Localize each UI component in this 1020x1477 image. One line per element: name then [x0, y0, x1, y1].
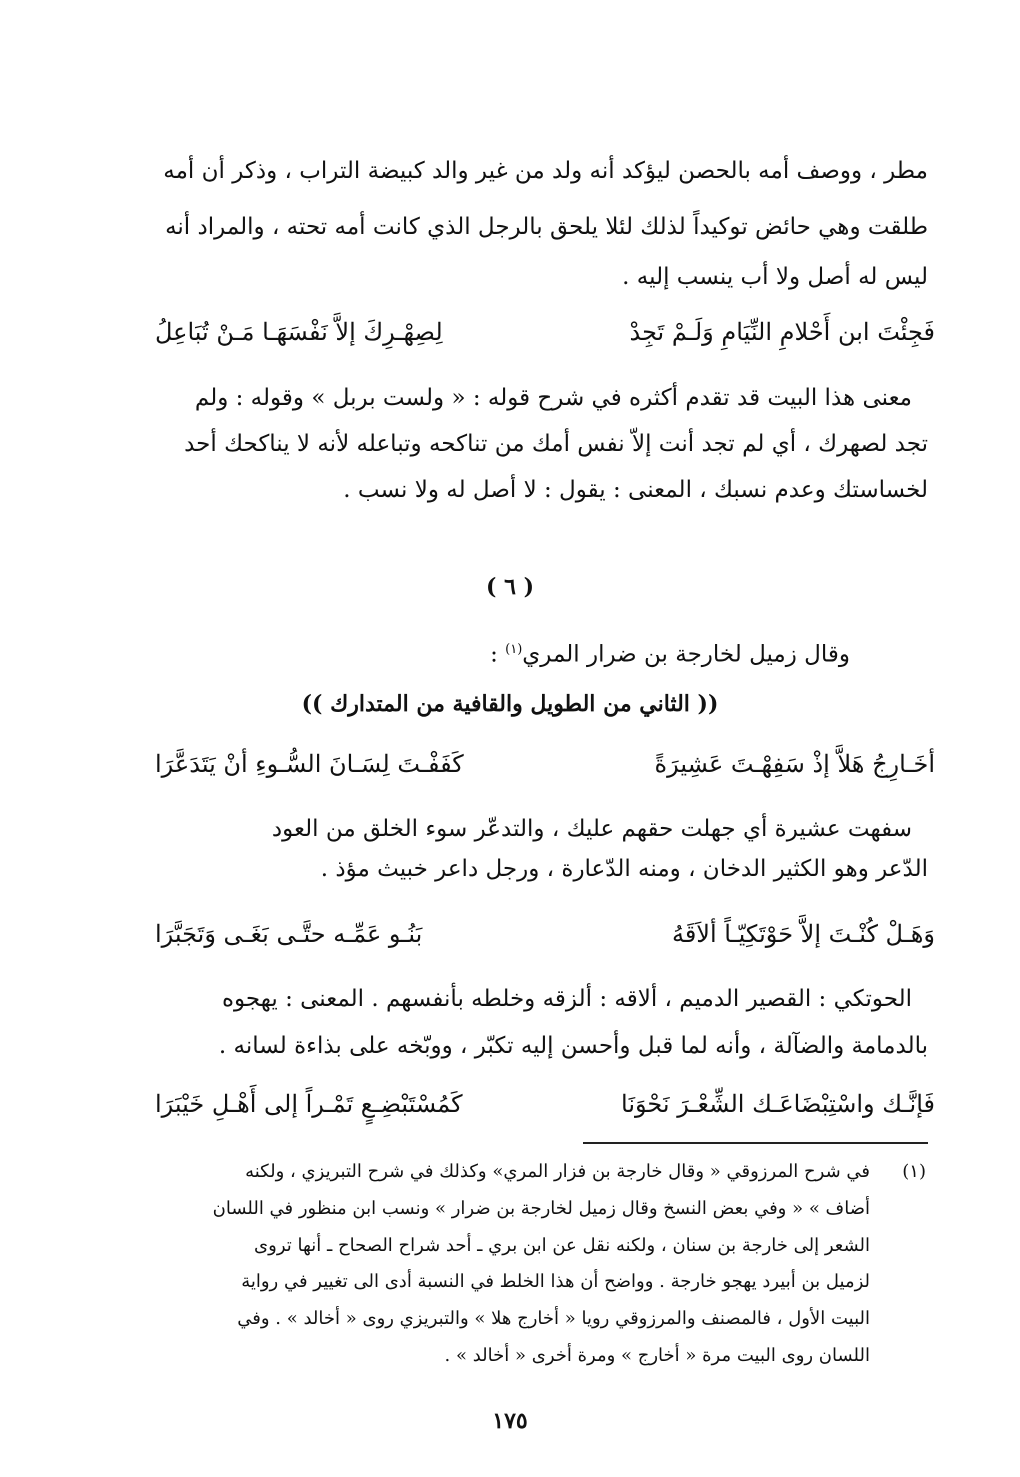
verse-line: [155, 1085, 935, 1125]
commentary-line: لخساستك وعدم نسبك ، المعنى : يقول : لا أصل له ولا نسب .: [343, 477, 928, 503]
footnote-line: البيت الأول ، فالمصنف والمرزوقي رويا « أخارج هلا » والتبريزي روى « أخالد » . وفي: [237, 1308, 870, 1329]
verse-first-hemistich: وَهَـلْ كُنْـتَ إلاَّ حَوْتَكِيّـاً ألاَقَهُ: [671, 920, 935, 948]
verse-line: [155, 313, 935, 353]
verse-first-hemistich: فَجِئْتَ ابن أَحْلامِ النِّيَامِ وَلَـمْ تَجِدْ: [629, 318, 935, 346]
footnote-line: أضاف » « وفي بعض النسخ وقال زميل لخارجة بن ضرار » ونسب ابن منظور في اللسان: [212, 1198, 870, 1219]
verse-line: [155, 745, 935, 785]
meter-heading: (( الثاني من الطويل والقافية من المتدارك )): [301, 691, 719, 717]
commentary-line: سفهت عشيرة أي جهلت حقهم عليك ، والتدعّر سوء الخلق من العود: [271, 816, 912, 842]
prose-line: طلقت وهي حائض توكيداً لذلك لئلا يلحق بالرجل الذي كانت أمه تحته ، والمراد أنه: [165, 214, 928, 240]
prose-line: ليس له أصل ولا أب ينسب إليه .: [622, 264, 928, 290]
page-number: ١٧٥: [492, 1408, 528, 1434]
footnote-line: في شرح المرزوقي « وقال خارجة بن فزار المري» وكذلك في شرح التبريزي ، ولكنه: [245, 1161, 870, 1182]
commentary-line: تجد لصهرك ، أي لم تجد أنت إلاّ نفس أمك من تناكحه وتباعله لأنه لا يناكحك أحد: [184, 431, 928, 457]
footnote-line: لزميل بن أبيرد يهجو خارجة . وواضح أن هذا الخلط في النسبة أدى الى تغيير في رواية: [241, 1271, 870, 1292]
commentary-line: الحوتكي : القصير الدميم ، ألاقه : ألزقه وخلطه بأنفسهم . المعنى : يهجوه: [221, 986, 912, 1012]
poem-intro: [490, 634, 850, 671]
prose-line: مطر ، ووصف أمه بالحصن ليؤكد أنه ولد من غير والد كبيضة التراب ، وذكر أن أمه: [163, 158, 928, 184]
poem-intro-text: وقال زميل لخارجة بن ضرار المري: [522, 641, 850, 668]
verse-second-hemistich: بَنُـو عَمِّـه حتَّـى بَغَـى وَتَجَبَّرَا: [155, 920, 423, 948]
section-number: ( ٦ ): [486, 574, 534, 600]
footnote-line: اللسان روى البيت مرة « أخارج » ومرة أخرى « أخالد » .: [444, 1345, 870, 1366]
commentary-line: بالدمامة والضآلة ، وأنه لما قبل وأحسن إليه تكبّر ، ووبّخه على بذاءة لسانه .: [218, 1033, 928, 1059]
verse-line: [155, 915, 935, 955]
commentary-line: الدّعر وهو الكثير الدخان ، ومنه الدّعارة ، ورجل داعر خبيث مؤذ .: [320, 856, 928, 882]
commentary-line: معنى هذا البيت قد تقدم أكثره في شرح قوله : « ولست بربل » وقوله : ولم: [194, 385, 912, 411]
footnote-line: الشعر إلى خارجة بن سنان ، ولكنه نقل عن ابن بري ـ أحد شراح الصحاح ـ أنها تروى: [254, 1235, 870, 1256]
footnote-separator: [583, 1142, 928, 1144]
verse-second-hemistich: لِصِهْـرِكَ إلاَّ نَفْسَهَـا مَـنْ تُبَاعِلُ: [155, 318, 443, 346]
poem-intro-colon: :: [490, 641, 506, 668]
footnote-reference: (١): [505, 642, 523, 657]
verse-first-hemistich: أخَـارِجُ هَلاَّ إذْ سَفِهْـتَ عَشِيرَةً: [654, 750, 935, 778]
verse-second-hemistich: كَفَفْـتَ لِسَـانَ السُّـوءِ أنْ يَتَدَعَّرَا: [155, 750, 464, 778]
verse-first-hemistich: فَإنَّـك واسْتِبْضَاعَـك الشِّعْـرَ نَحْوَنَا: [621, 1090, 935, 1118]
verse-second-hemistich: كَمُسْتَبْضِـعٍ تَمْـراً إلى أَهْـلِ خَيْبَرَا: [155, 1090, 463, 1118]
footnote-marker: (١): [902, 1161, 926, 1182]
